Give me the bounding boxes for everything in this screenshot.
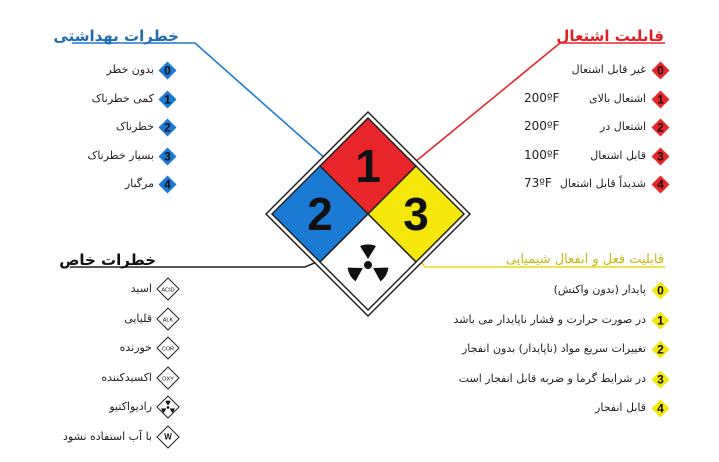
level-number: 0 [657, 63, 664, 78]
level-badge [651, 370, 670, 389]
level-number: 4 [164, 177, 171, 192]
flammability-value: 1 [355, 140, 381, 192]
level-badge [651, 118, 670, 137]
level-number: 0 [657, 283, 664, 298]
level-badge [651, 90, 670, 109]
level-badge [651, 61, 670, 80]
special-code: ALK [162, 316, 174, 323]
special-code-badge [156, 277, 180, 301]
special-item-label: اکسیدکننده [101, 370, 152, 384]
health-item-label: بدون خطر [106, 63, 154, 76]
flammability-item-temp: 200ºF [524, 119, 560, 133]
level-number: 2 [657, 120, 664, 135]
level-number: 4 [657, 401, 664, 416]
health-item-label: کمی خطرناک [91, 91, 154, 105]
level-badge [158, 147, 177, 166]
level-badge [651, 281, 670, 300]
special-item-label: قلیایی [124, 311, 152, 325]
flammability-title: قابلیت اشتعال [556, 27, 664, 45]
flammability-item-label: اشتعال بالای [588, 91, 646, 105]
special-item-label: با آب استفاده نشود [63, 429, 152, 443]
health-title: خطرات بهداشتی [53, 27, 179, 45]
reactivity-item-label: پایدار (بدون واکنش) [553, 283, 646, 296]
level-badge [651, 311, 670, 330]
level-number: 1 [657, 92, 664, 107]
special-code-badge [156, 366, 180, 390]
level-badge [651, 175, 670, 194]
level-badge [158, 175, 177, 194]
level-badge [158, 118, 177, 137]
flammability-item-label: اشتعال در [600, 120, 646, 133]
reactivity-value: 3 [403, 188, 429, 240]
level-number: 0 [164, 63, 171, 78]
level-number: 3 [657, 149, 664, 164]
reactivity-item-label: تغییرات سریع مواد (ناپایدار) بدون انفجار [462, 342, 646, 355]
special-code-badge [156, 336, 180, 360]
special-code-badge [156, 307, 180, 331]
level-number: 2 [657, 342, 664, 357]
special-title: خطرات خاص [59, 251, 156, 269]
level-badge [651, 399, 670, 418]
level-number: 3 [657, 372, 664, 387]
flammability-item-temp: 73ºF [524, 176, 552, 190]
special-code-badge [156, 425, 180, 449]
reactivity-item-label: قابل انفجار [595, 401, 646, 414]
level-badge [158, 61, 177, 80]
flammability-item-label: قابل اشتعال [590, 148, 646, 162]
special-item-label: خورنده [119, 341, 152, 354]
health-value: 2 [307, 188, 333, 240]
level-number: 3 [164, 149, 171, 164]
level-badge [651, 147, 670, 166]
flammability-item-label: غیر قابل اشتعال [571, 63, 646, 76]
reactivity-title: قابلیت فعل و انفعال شیمیایی [505, 252, 664, 267]
level-badge [158, 90, 177, 109]
flammability-item-label: شدیداً قابل اشتعال [559, 177, 646, 190]
level-number: 1 [657, 313, 664, 328]
reactivity-item-label: در شرایط گرما و ضربه قابل انفجار است [458, 371, 646, 385]
special-code: OXY [162, 375, 174, 382]
level-badge [651, 340, 670, 359]
reactivity-item-label: در صورت حرارت و فشار ناپایدار می باشد [453, 312, 646, 326]
health-item-label: مرگبار [124, 177, 154, 190]
special-code: W [164, 431, 172, 441]
special-item-label: اسید [130, 282, 152, 295]
level-number: 1 [164, 92, 171, 107]
special-item-label: رادیواکتیو [109, 400, 152, 413]
flammability-item-temp: 200ºF [524, 90, 560, 105]
level-number: 2 [164, 120, 171, 135]
special-radiation-icon [156, 395, 180, 419]
level-number: 4 [657, 177, 664, 192]
health-item-label: بسیار خطرناک [87, 148, 154, 162]
health-item-label: خطرناک [115, 120, 154, 133]
flammability-item-temp: 100ºF [524, 147, 560, 162]
special-code: COR [161, 346, 175, 353]
special-code: ACID [161, 287, 175, 294]
